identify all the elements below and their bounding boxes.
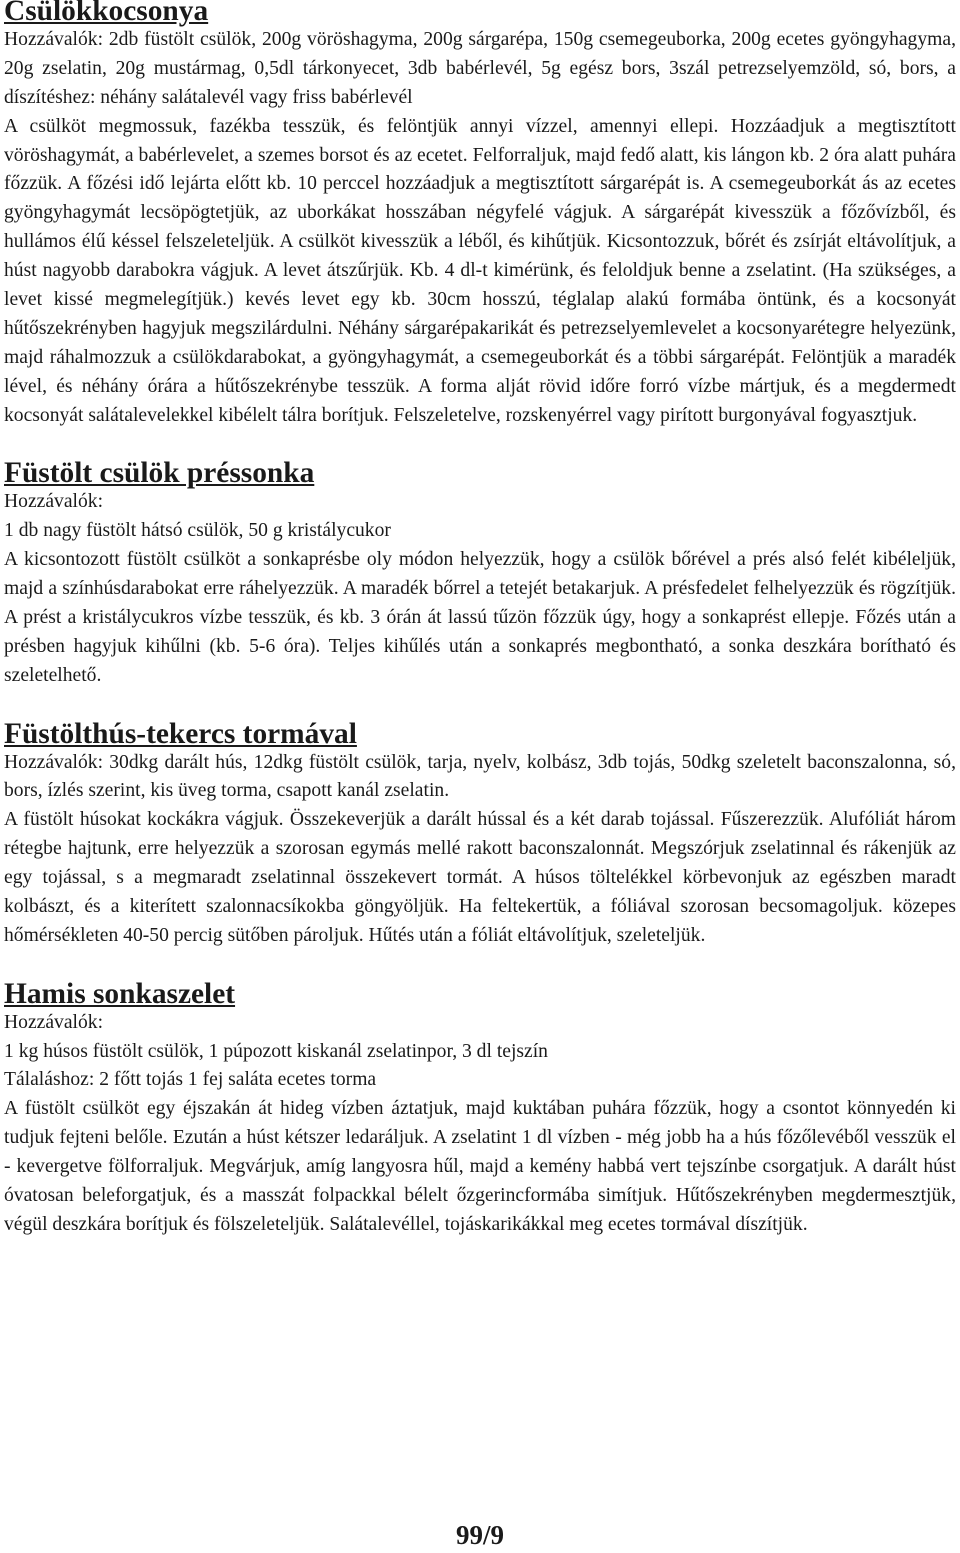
- recipe-fustolt-csulok-pressonka: [4, 459, 956, 690]
- page-number: 99/9: [455, 1520, 504, 1550]
- recipe-ingredients: 1 db nagy füstölt hátsó csülök, 50 g kristálycukor: [4, 520, 391, 542]
- recipe-hamis-sonkaszelet: [4, 977, 956, 1240]
- recipe-instructions: A füstölt csülköt egy éjszakán át hideg vízben áztatjuk, majd kuktában puhára főzzük, hogy a csontot könnyedén ki tudjuk fejteni belőle. Ezután a húst kétszer ledaráljuk. A zselatint 1 dl vízben - még jobb ha a hús főzőlevéből vesszük el - kevergetve fölforraljuk. Megvárjuk, amíg langyosra hűl, majd a kemény habbá vert tejszínbe csorgatjuk. A darált húst óvatosan beleforgatjuk, és a masszát folpackkal bélelt őzgerincformába simítjuk. Hűtőszekrényben megdermesztjük, végül deszkára borítjuk és fölszeleteljük. Salátalevéllel, tojáskarikákkal meg ecetes tormával díszítjük.: [4, 1098, 956, 1236]
- recipe-instructions: A füstölt húsokat kockákra vágjuk. Összekeverjük a darált hússal és a két darab tojással. Fűszerezzük. Alufóliát három rétegbe hajtunk, erre helyezzük a szorosan egymás mellé rakott baconszalonnát. Megszórjuk zselatinnal és rákenjük az egy tojással, s a megmaradt zselatinnal összekevert tormát. A húsos töltelékkel körbevonjuk az egészben maradt kolbászt, és a kiterített szalonnacsíkokba göngyöljük. Ha feltekertük, a fóliával szorosan becsomagoljuk. közepes hőmérsékleten 40-50 percig sütőben pároljuk. Hűtés után a fóliát eltávolítjuk, szeleteljük.: [4, 809, 956, 946]
- section-spacer: [4, 951, 956, 980]
- recipe-title: Füstölt csülök préssonka: [4, 457, 315, 490]
- section-spacer: [4, 431, 956, 460]
- recipe-ingredients: Hozzávalók: 2db füstölt csülök, 200g vöröshagyma, 200g sárgarépa, 150g csemegeuborka, 200g ecetes gyöngyhagyma, 20g zselatin, 20g mustármag, 0,5dl tárkonyecet, 3db babérlevél, 5g egész bors, 3szál petrezselyemzöld, só, bors, a díszítéshez: néhány salátalevél vagy friss babérlevél: [4, 28, 956, 108]
- recipe-serving: Tálaláshoz: 2 főtt tojás 1 fej saláta ecetes torma: [4, 1069, 377, 1091]
- recipe-title: Hamis sonkaszelet: [4, 977, 236, 1010]
- recipe-ingredients: 1 kg húsos füstölt csülök, 1 púpozott kiskanál zselatinpor, 3 dl tejszín: [4, 1040, 548, 1062]
- recipe-title: Füstölthús-tekercs tormával: [4, 717, 357, 750]
- section-spacer: [4, 691, 956, 720]
- recipe-ingredients-label: Hozzávalók:: [4, 1011, 104, 1033]
- recipe-fustolthus-tekercs: [4, 717, 956, 951]
- recipe-instructions: A kicsontozott füstölt csülköt a sonkaprésbe oly módon helyezzük, hogy a csülök bőrével a prés alsó felét kibéleljük, majd a színhúsdarabokat erre ráhelyezzük. A maradék bőrrel a tetejét betakarjuk. A présfedelet felhelyezzük és rögzítjük. A prést a kristálycukros vízbe tesszük, és kb. 3 órán át lassú tűzön főzzük úgy, hogy a sonkaprést ellepje. Főzés után a présben hagyjuk kihűlni (kb. 5-6 óra). Teljes kihűlés után a sonkaprés megbontható, a sonka deszkára borítható és szeletelhető.: [4, 549, 956, 686]
- recipe-csulokkocsonya: [4, 0, 956, 431]
- recipe-title: Csülökkocsonya: [4, 0, 209, 27]
- recipe-ingredients: Hozzávalók: 30dkg darált hús, 12dkg füstölt csülök, tarja, nyelv, kolbász, 3db tojás, 50dkg szeletelt baconszalonna, só, bors, ízlés szerint, kis üveg torma, csapott kanál zselatin.: [4, 751, 956, 802]
- recipe-ingredients-label: Hozzávalók:: [4, 491, 104, 513]
- document-page: [4, 0, 956, 1240]
- recipe-instructions: A csülköt megmossuk, fazékba tesszük, és felöntjük annyi vízzel, amennyi ellepi. Hozzáadjuk a megtisztított vöröshagymát, a babérlevelet, a szemes borsot és az ecetet. Felforraljuk, majd fedő alatt, kis lángon kb. 2 óra alatt puhára főzzük. A főzési idő lejárta előtt kb. 10 perccel hozzáadjuk a megtisztított sárgarépát is. A csemegeuborkát ás az ecetes gyöngyhagymát lecsöpögtetjük, az uborkákat hosszában négyfelé vágjuk. A sárgarépát kivesszük a főzővízből, és hullámos élű késsel felszeleteljük. A csülköt kivesszük a léből, és kihűtjük. Kicsontozzuk, bőrét és zsírját eltávolítjuk, a húst nagyobb darabokra vágjuk. A levet átszűrjük. Kb. 4 dl-t kimérünk, és feloldjuk benne a zselatint. (Ha szükséges, a levet kissé megmelegítjük.) kevés levet egy kb. 30cm hosszú, téglalap alakú formába öntünk, és a kocsonyát hűtőszekrényben hagyjuk megszilárdulni. Néhány sárgarépakarikát és petrezselyemlevelet a kocsonyarétegre helyezünk, majd ráhalmozzuk a csülökdarabokat, a gyöngyhagymát, a csemegeuborkát és a többi sárgarépát. Felöntjük a maradék lével, és néhány órára a hűtőszekrénybe tesszük. A forma alját rövid időre forró vízbe mártjuk, és a megdermedt kocsonyát salátalevelekkel kibélelt tálra borítjuk. Felszeletelve, rozskenyérrel vagy pirított burgonyával fogyasztjuk.: [4, 115, 956, 426]
